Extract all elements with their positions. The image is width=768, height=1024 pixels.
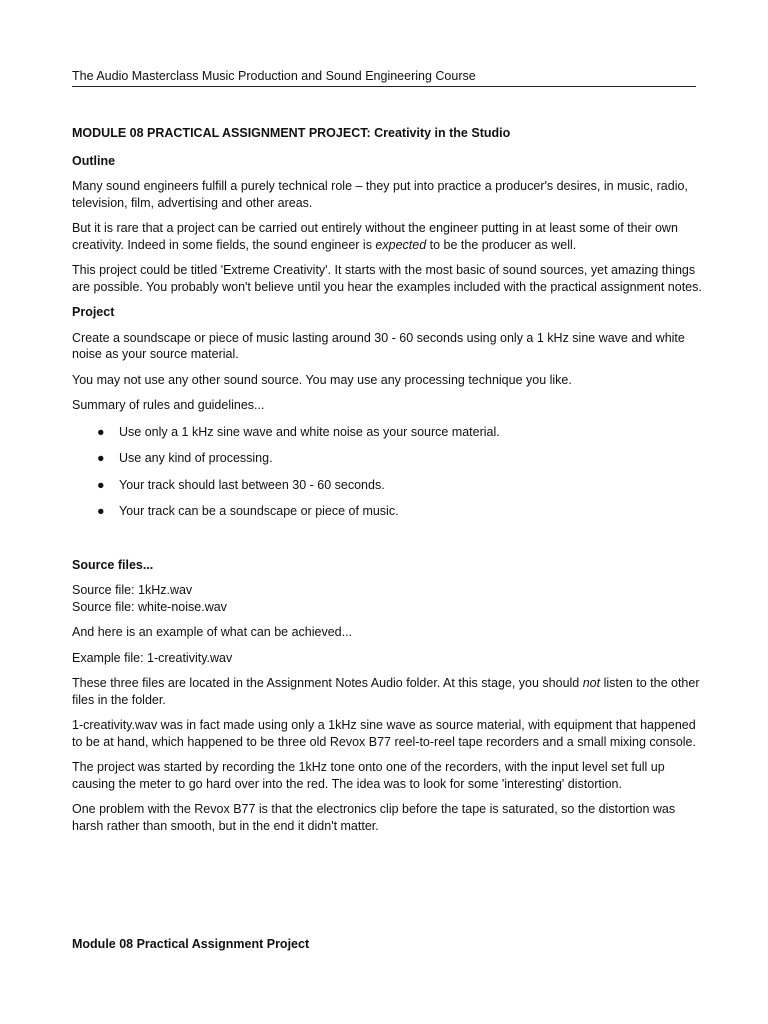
paragraph-7: These three files are located in the Assignment Notes Audio folder. At this stage, you should not listen to the other files in the folder. [72,676,700,707]
outline-heading: Outline [72,153,116,168]
paragraph-4: Create a soundscape or piece of music lasting around 30 - 60 seconds using only a 1 kHz sine wave and white noise as your source material. [72,330,685,361]
document-body [72,125,702,843]
list-item: ● Use only a 1 kHz sine wave and white noise as your source material. [97,424,500,439]
paragraph-3: This project could be titled 'Extreme Creativity'. It starts with the most basic of sound sources, yet amazing things are possible. You probably won't believe until you hear the examples included with the practical assignment notes. [72,263,702,294]
bullet-icon: ● [97,424,105,439]
summary-heading: Summary of rules and guidelines... [72,398,265,412]
paragraph-9: The project was started by recording the 1kHz tone onto one of the recorders, with the input level set full up causing the meter to go hard over into the red. The idea was to look for some 'interesting' distortion. [72,760,665,791]
source-file-1: Source file: 1kHz.wav [72,583,193,597]
paragraph-2: But it is rare that a project can be carried out entirely without the engineer putting in at least some of their own creativity. Indeed in some fields, the sound engineer is expected to be the producer as well. [72,221,678,252]
paragraph-8: 1-creativity.wav was in fact made using only a 1kHz sine wave as source material, with equipment that happened to be at hand, which happened to be three old Revox B77 reel-to-reel tape recorders and a small mixing console. [72,718,696,749]
list-item: ● Your track should last between 30 - 60 seconds. [97,477,385,492]
emphasis-not: not [582,676,601,690]
rules-list [72,424,702,530]
paragraph-5: You may not use any other sound source. You may use any processing technique you like. [72,372,572,387]
list-item: ● Use any kind of processing. [97,451,273,465]
paragraph-10: One problem with the Revox B77 is that the electronics clip before the tape is saturated, so the distortion was harsh rather than smooth, but in the end it didn't matter. [72,802,676,833]
page-header: The Audio Masterclass Music Production and Sound Engineering Course [72,69,696,87]
list-item: ● Your track can be a soundscape or piece of music. [97,504,399,518]
bullet-icon: ● [97,477,105,492]
paragraph-6: And here is an example of what can be achieved... [72,625,353,639]
bullet-icon: ● [97,451,105,465]
project-heading: Project [72,305,115,319]
paragraph-1: Many sound engineers fulfill a purely technical role – they put into practice a producer's desires, in music, radio, television, film, advertising and other areas. [72,179,688,210]
source-file-2: Source file: white-noise.wav [72,599,227,614]
emphasis-expected: expected [375,237,427,252]
page-footer: Module 08 Practical Assignment Project [72,937,310,951]
document-title: MODULE 08 PRACTICAL ASSIGNMENT PROJECT: Creativity in the Studio [72,126,511,140]
source-files-heading: Source files... [72,557,154,572]
bullet-icon: ● [97,504,105,518]
example-file: Example file: 1-creativity.wav [72,650,233,665]
